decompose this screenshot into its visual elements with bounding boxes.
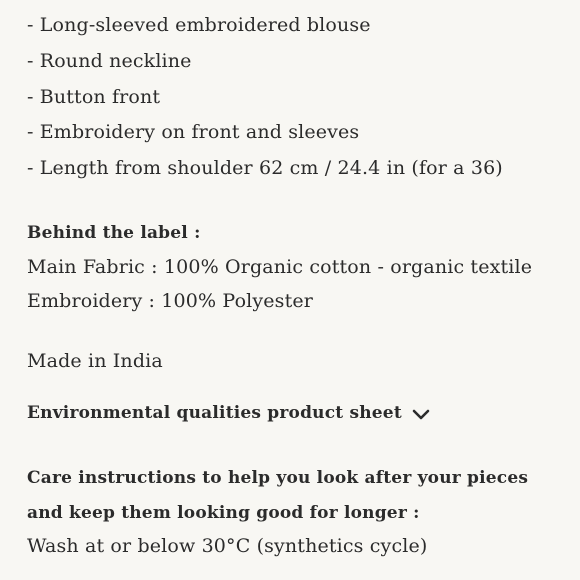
detail-bullet: - Round neckline (27, 50, 192, 72)
label-section-heading: Behind the label : (27, 223, 201, 243)
care-heading-line1: Care instructions to help you look after your pieces (27, 468, 529, 488)
chevron-down-icon (412, 407, 430, 421)
embroidery-line: Embroidery : 100% Polyester (27, 290, 313, 312)
environmental-sheet-label: Environmental qualities product sheet (27, 403, 402, 423)
detail-bullet: - Embroidery on front and sleeves (27, 121, 360, 143)
fabric-line: Main Fabric : 100% Organic cotton - organic textile (27, 256, 533, 278)
care-instruction: Wash at or below 30°C (synthetics cycle) (27, 535, 428, 557)
detail-bullet: - Long-sleeved embroidered blouse (27, 14, 371, 36)
detail-bullet: - Length from shoulder 62 cm / 24.4 in (for a 36) (27, 157, 503, 179)
origin-text: Made in India (27, 350, 163, 372)
detail-bullet: - Button front (27, 86, 161, 108)
environmental-sheet-toggle[interactable] (27, 405, 430, 422)
care-heading-line2: and keep them looking good for longer : (27, 503, 420, 523)
